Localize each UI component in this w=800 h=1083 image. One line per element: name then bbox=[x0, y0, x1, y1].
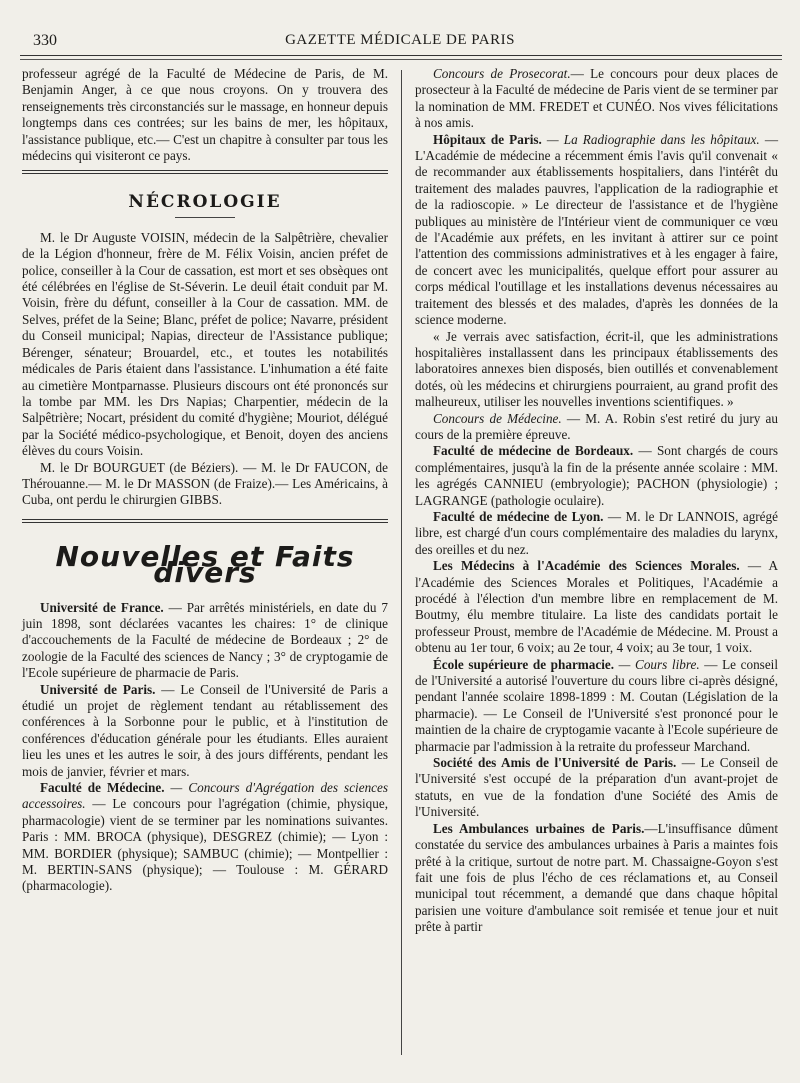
news-item-subtitle: — Cours libre. bbox=[614, 656, 700, 672]
news-item-head: Hôpitaux de Paris. bbox=[433, 131, 542, 147]
news-item-head: Faculté de médecine de Bordeaux. bbox=[433, 443, 634, 459]
left-column bbox=[22, 66, 388, 895]
news-item-amis-universite bbox=[415, 755, 778, 821]
news-item-universite-paris bbox=[22, 682, 388, 780]
necrologie-paragraph-1: M. le Dr Auguste VOISIN, médecin de la Salpêtrière, chevalier de la Légion d'honneur, frère de M. Félix Voisin, ancien préfet de police, conseiller à la Cour de cassation, est mort et ses obsèques ont été célébrées en l'église de St-Séverin. Le deuil était conduit par M. Voisin, frère du défunt, conseiller à la Cour de cassation. MM. de Selves, préfet de la Seine; Blanc, préfet de police; Navarre, président du Conseil municipal; Napias, directeur de l'Assistance publique; Bérenger, sénateur; Brouardel, etc., et toutes les notabilités médicales de Paris étaient dans l'assistance. L'inhumation a été faite au cimetière Montparnasse. Plusieurs discours ont été prononcés sur la tombe par MM. les Drs Napias; Charpentier, médecin de la Salpêtrière; Nocart, président du comité d'hygiène; Mouriot, délégué par la Société médico-psychologique, et Benoit, doyen des anciens élèves du cours Voisin. bbox=[22, 229, 388, 459]
news-item-body: — Le Conseil de l'Université s'est occupé de la préparation d'un avant-projet de statuts, en vue de la fondation d'une Société des Amis de l'Université. bbox=[415, 755, 779, 820]
news-item-ambulances bbox=[415, 821, 778, 936]
news-item-sciences-morales bbox=[415, 558, 778, 656]
news-item-subtitle: Concours de Prosecorat. bbox=[433, 66, 571, 81]
news-item-head: École supérieure de pharmacie. bbox=[433, 656, 615, 672]
heading-underline bbox=[175, 217, 235, 218]
news-item-body: — Le Conseil de l'Université de Paris a étudié un projet de règlement tendant au rétablissement des conférences à la Sorbonne pour le public, et à l'institution de conférences d'éducation générale pour les étudiants. Elles auraient lieu les unes et les autres le soir, à des jours différents, pendant les mois de janvier, février et mars. bbox=[22, 681, 388, 779]
necrologie-heading: NÉCROLOGIE bbox=[128, 192, 282, 213]
news-item-subtitle: Concours de Médecine. bbox=[433, 410, 562, 426]
news-item-concours-medecine bbox=[415, 411, 778, 444]
news-item-head: Université de Paris. bbox=[40, 681, 156, 697]
news-item-faculte-medecine bbox=[22, 780, 388, 895]
news-item-subtitle: — La Radiographie dans les hôpitaux. bbox=[541, 131, 760, 147]
column-divider bbox=[401, 70, 402, 1055]
header-rule-secondary bbox=[20, 59, 782, 60]
section-rule bbox=[22, 170, 388, 174]
news-item-pharmacie bbox=[415, 657, 778, 755]
news-item-head: Faculté de médecine de Lyon. bbox=[433, 508, 604, 524]
news-item-body: — Sont chargés de cours complémentaires, jusqu'à la fin de la présente année scolaire : MM. les agrégés CANNIEU (embryologie); PACHON (physiologie) ; LAGRANGE (pathologie oculaire). bbox=[415, 443, 778, 508]
news-item-body: — L'Académie de médecine a récemment émis l'avis qu'il convenait « de recommander aux établissements hospitaliers, dans l'intérêt du traitement des malades pauvres, l'application de la radiographie et de la radioscopie. » Le directeur de l'assistance et de l'hygiène publiques au ministère de l'Intérieur vient de communiquer ce vœu de l'Académie aux préfets, en les invitant à attirer sur ce point l'attention des commissions administratives et à les engager à faire, de concert avec les municipalités, quelque effort pour assurer au corps médical l'outillage et les installations devenus nécessaires au traitement des blessés et des malades, d'après les données de la science moderne. bbox=[415, 131, 779, 328]
news-item-head: Faculté de Médecine. bbox=[40, 780, 165, 796]
news-item-lyon bbox=[415, 509, 778, 558]
news-item-hopitaux-quote: « Je verrais avec satisfaction, écrit-il, que les administrations hospitalières installassent dans les principaux établissements des laboratoires annexes bien disposés, bien outillés et convenablement dotés, où les médecins et chirurgiens pourraient, au grand profit des malheureux, utiliser les nouvelles inventions scientifiques. » bbox=[415, 328, 778, 410]
intro-paragraph: professeur agrégé de la Faculté de Médecine de Paris, de M. Benjamin Anger, à ce que nous croyons. On y trouvera des renseignements très circonstanciés sur le massage, en honneur depuis longtemps dans ces contrées; sur les bains de mer, les hôpitaux, l'assistance publique, etc.— C'est un chapitre à consulter par tous les médecins qui visiteront ce pays. bbox=[22, 66, 388, 164]
page-number: 330 bbox=[33, 32, 57, 49]
journal-title: GAZETTE MÉDICALE DE PARIS bbox=[285, 32, 515, 48]
news-item-hopitaux bbox=[415, 132, 778, 329]
news-item-body: — Le conseil de l'Université a autorisé l'ouverture du cours libre ci-après désigné, pendant l'année scolaire 1898-1899 : M. Coutan (Législation de la pharmacie). — Le Conseil de l'Université s'est prononcé pour le maintien de la chaire de cryptogamie vacante à l'Ecole supérieure de pharmacie par l'admission à la retraite du professeur Marchand. bbox=[415, 656, 778, 754]
news-item-body: — Le concours pour l'agrégation (chimie, physique, pharmacologie) vient de se terminer par les nominations suivantes. Paris : MM. BROCA (physique), DESGREZ (chimie); — Lyon : MM. BORDIER (physique); SAMBUC (chimie); — Montpellier : M. BERTIN-SANS (physique); — Toulouse : M. GÉRARD (pharmacologie). bbox=[22, 796, 388, 894]
news-item-head: Université de France. bbox=[40, 599, 164, 615]
news-item-body: —L'insuffisance dûment constatée du service des ambulances urbaines à Paris a maintes fois prêté à la critique, surtout de notre part. M. Chassaigne-Goyon s'est fait une fois de plus l'écho de ces réclamations et, au Conseil municipal tout récemment, a demandé que dans chaque hôpital parisien une voiture d'ambulance soit remisée et tenue jour et nuit prête à partir bbox=[415, 820, 779, 935]
news-item-head: Société des Amis de l'Université de Paris. bbox=[433, 755, 677, 771]
news-item-body: — M. A. Robin s'est retiré du jury au cours de la première épreuve. bbox=[415, 410, 778, 442]
news-item-head: Les Médecins à l'Académie des Sciences Morales. bbox=[433, 558, 740, 574]
news-item-body: — Le concours pour deux places de prosecteur à la Faculté de médecine de Paris vient de se terminer par la nomination de MM. FREDET et CUNÉO. Nos vives félicitations à nos amis. bbox=[415, 66, 778, 131]
right-column bbox=[415, 66, 778, 936]
news-item-bordeaux bbox=[415, 443, 778, 509]
news-item-body: — Par arrêtés ministériels, en date du 7 juin 1898, sont déclarées vacantes les chaires: 1° de clinique d'accouchements de la Faculté de médecine de Bordeaux ; 2° de zoologie de la Faculté des sciences de Nancy ; 3° de cryptogamie de l'Ecole supérieure de pharmacie de Paris. bbox=[22, 599, 388, 681]
page-header bbox=[0, 0, 800, 60]
news-item-prosecorat bbox=[415, 66, 778, 132]
news-item-head: Les Ambulances urbaines de Paris. bbox=[433, 820, 645, 836]
nouvelles-heading: Nouvelles et Faits divers bbox=[55, 539, 355, 590]
news-item-body: — A l'Académie des Sciences Morales et Politiques, l'Académie a procédé à l'élection d'un membre libre en remplacement de M. Boutmy, élu membre titulaire. La liste des candidats portait le professeur Proust, membre de l'Académie de Médecine. M. Proust a obtenu au 1er tour, 6 voix; au 2e tour, 4 voix; au 3e tour, 1 voix. bbox=[415, 558, 779, 656]
section-rule bbox=[22, 519, 388, 523]
header-rule bbox=[20, 55, 782, 56]
news-item-body: — M. le Dr LANNOIS, agrégé libre, est chargé d'un cours complémentaire des maladies du larynx, des oreilles et du nez. bbox=[415, 508, 778, 557]
news-item-universite-france bbox=[22, 600, 388, 682]
necrologie-paragraph-2: M. le Dr BOURGUET (de Béziers). — M. le Dr FAUCON, de Thérouanne.— M. le Dr MASSON (de Fraize).— Les Américains, à Cuba, ont perdu le chirurgien GIBBS. bbox=[22, 459, 388, 508]
news-item-subtitle: — Concours d'Agrégation des sciences accessoires. bbox=[22, 780, 388, 812]
